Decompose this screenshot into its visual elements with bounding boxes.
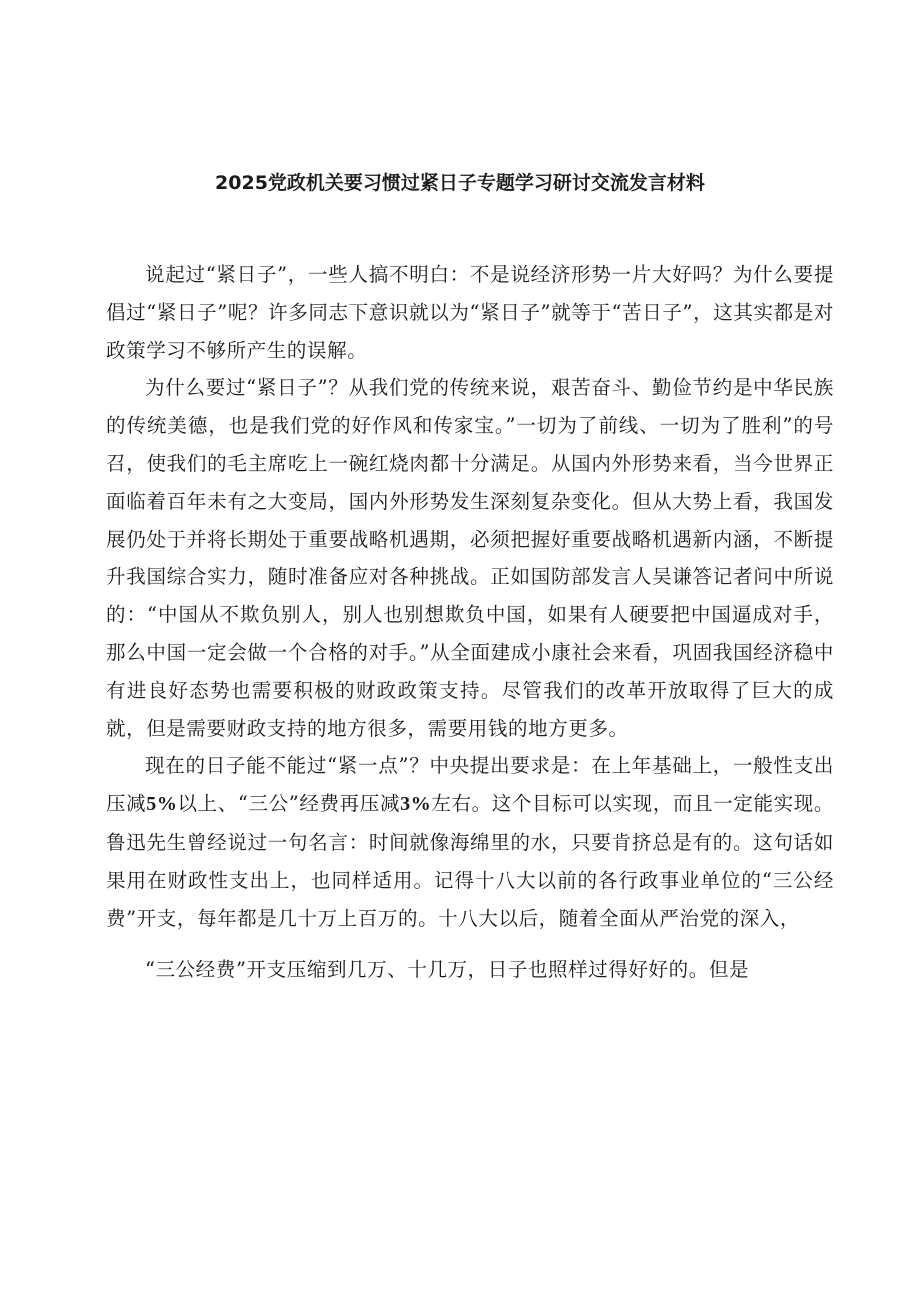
paragraph-3-figure-2: 3%	[400, 793, 432, 816]
paragraph-3-figure-1: 5%	[146, 793, 178, 816]
paragraph-2	[106, 369, 834, 747]
page-title: 2025党政机关要习惯过紧日子专题学习研讨交流发言材料	[215, 172, 705, 194]
document-body	[106, 256, 834, 989]
paragraph-3-text-a: 现在的日子能不能过“紧一点”？中央提出要求是：在上年基础上，一般性支出压减	[106, 754, 834, 816]
paragraph-1	[106, 256, 834, 369]
paragraph-2-text: 为什么要过“紧日子”？从我们党的传统来说，艰苦奋斗、勤俭节约是中华民族的传统美德，也是我们党的好作风和传家宝。”一切为了前线、一切为了胜利”的号召，使我们的毛主席吃上一碗红烧肉都十分满足。从国内外形势来看，当今世界正面临着百年未有之大变局，国内外形势发生深刻复杂变化。但从大势上看，我国发展仍处于并将长期处于重要战略机遇期，必须把握好重要战略机遇新内涵，不断提升我国综合实力，随时准备应对各种挑战。正如国防部发言人吴谦答记者问中所说的：“中国从不欺负别人，别人也别想欺负中国，如果有人硬要把中国逼成对手，那么中国一定会做一个合格的对手。”从全面建成小康社会来看，巩固我国经济稳中有进良好态势也需要积极的财政政策支持。尽管我们的改革开放取得了巨大的成就，但是需要财政支持的地方很多，需要用钱的地方更多。	[106, 376, 834, 740]
paragraph-1-text: 说起过“紧日子”，一些人搞不明白：不是说经济形势一片大好吗？为什么要提倡过“紧日子”呢？许多同志下意识就以为“紧日子”就等于“苦日子”，这其实都是对政策学习不够所产生的误解。	[106, 263, 834, 362]
paragraph-3-text-c: 左右。这个目标可以实现，而且一定能实现。鲁迅先生曾经说过一句名言：时间就像海绵里的水，只要肯挤总是有的。这句话如果用在财政性支出上，也同样适用。记得十八大以前的各行政事业单位的“三公经费”开支，每年都是几十万上百万的。十八大以后，随着全面从严治党的深入，	[106, 792, 835, 930]
paragraph-3-text-b: 以上、“三公”经费再压减	[177, 792, 401, 816]
paragraph-4	[106, 951, 834, 989]
paragraph-4-text: “三公经费”开支压缩到几万、十几万，日子也照样过得好好的。但是	[145, 958, 750, 982]
paragraph-3	[106, 747, 834, 937]
